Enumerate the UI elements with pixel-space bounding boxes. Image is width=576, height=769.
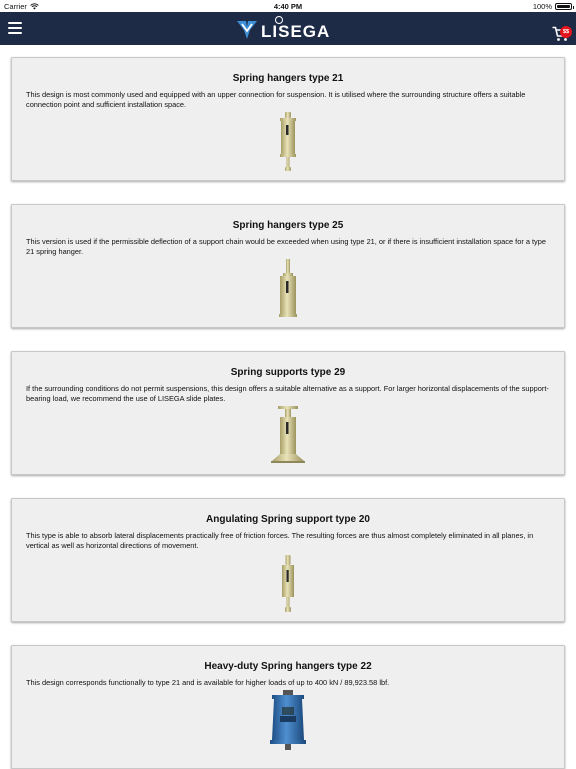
product-image-type-20	[12, 555, 564, 613]
product-description: This design corresponds functionally to type 21 and is available for higher loads of up to 400 kN / 89,923.58 lbf.	[26, 678, 390, 687]
lisega-logo	[236, 16, 342, 42]
menu-button[interactable]	[8, 21, 22, 35]
angulating-support-icon	[280, 555, 296, 613]
hamburger-icon	[8, 22, 22, 24]
product-description: This version is used if the permissible deflection of a support chain would be exceeded when using type 21, or if there is insufficient installation space for a type 21 spring hanger.	[26, 237, 546, 256]
product-card[interactable]	[11, 498, 565, 622]
product-image-type-25	[12, 259, 564, 319]
battery-icon	[555, 3, 572, 10]
spring-hanger-icon	[278, 112, 298, 172]
carrier-label: Carrier	[4, 2, 27, 11]
battery-percent: 100%	[532, 2, 552, 11]
product-title: Spring supports type 29	[230, 367, 346, 378]
product-card[interactable]	[11, 351, 565, 475]
product-description: This design is most commonly used and equipped with an upper connection for suspension. It is utilised where the surrounding structure offers a suitable connection point and sufficient installation space.	[26, 90, 526, 109]
product-title: Angulating Spring support type 20	[206, 514, 370, 525]
status-bar	[0, 0, 576, 12]
logo-text: LISEGA	[261, 22, 331, 41]
product-card[interactable]	[11, 204, 565, 328]
product-description: If the surrounding conditions do not permit suspensions, this design offers a suitable alternative as a support. For larger horizontal displacements of the support-bearing load, we recommend the use of LISEGA slide plates.	[26, 384, 549, 403]
product-title: Spring hangers type 21	[232, 73, 344, 84]
status-time: 4:40 PM	[273, 2, 303, 11]
heavy-duty-hanger-icon	[266, 690, 310, 750]
spring-support-icon	[270, 406, 306, 464]
product-title: Heavy-duty Spring hangers type 22	[204, 661, 372, 672]
product-image-type-21	[12, 112, 564, 172]
product-title: Spring hangers type 25	[232, 220, 344, 231]
product-image-type-29	[12, 406, 564, 464]
product-description: This type is able to absorb lateral displacements practically free of friction forces. The resulting forces are thus almost completely eliminated in all planes, in vertical as well as horizontal directions of movement.	[26, 531, 534, 550]
product-card[interactable]	[11, 57, 565, 181]
navbar	[0, 12, 576, 45]
product-card[interactable]	[11, 645, 565, 769]
spring-hanger-icon	[277, 259, 299, 319]
cart-badge[interactable]: $$	[560, 26, 572, 38]
lisega-emblem-icon	[236, 18, 258, 40]
product-image-type-22	[12, 690, 564, 750]
